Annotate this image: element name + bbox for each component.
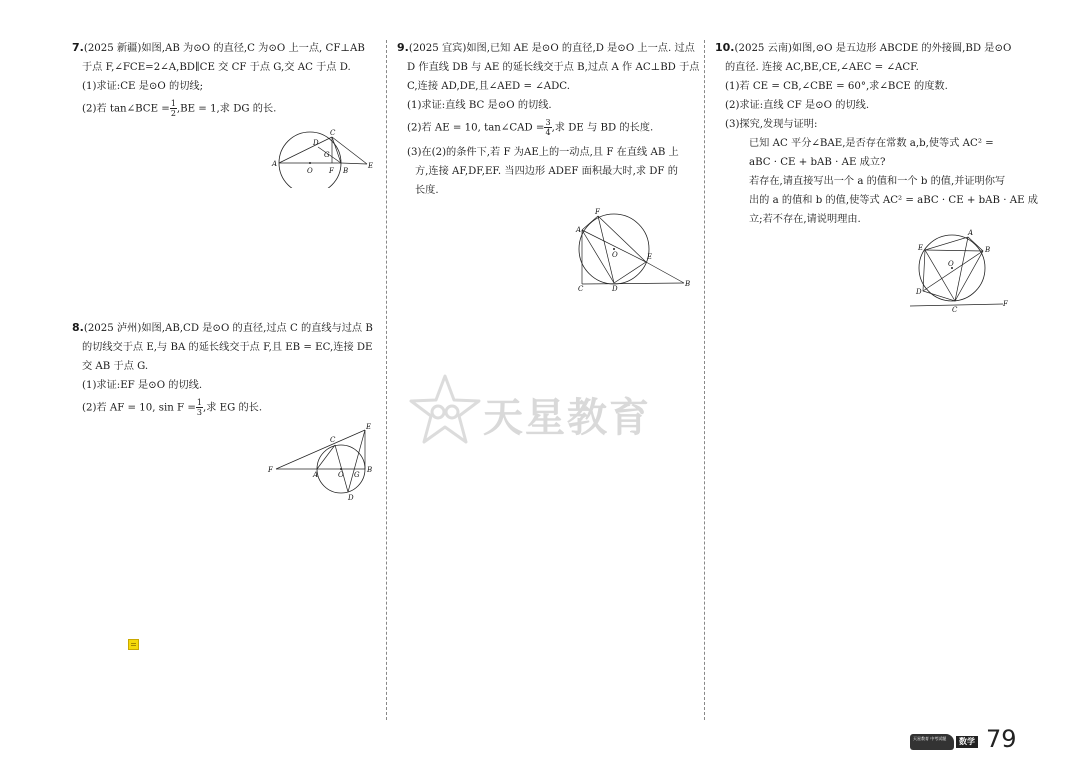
question-number: 9. — [397, 41, 409, 54]
fig-label: B — [343, 167, 349, 175]
part-1: (1)求证:EF 是⊙O 的切线. — [82, 380, 203, 391]
fraction: $\frac{1}{3}$ — [196, 398, 202, 417]
footer-logo: 天星教育 中考试题 — [910, 734, 954, 750]
part-1: (1)若 CE = CB,∠CBE = 60°,求∠BCE 的度数. — [725, 81, 948, 92]
fig-label: O — [338, 471, 344, 479]
fig-label: B — [685, 280, 691, 288]
part-2: (2)求证:直线 CF 是⊙O 的切线. — [725, 100, 870, 111]
page-number: 79 — [986, 725, 1017, 753]
part-1: (1)求证:直线 BC 是⊙O 的切线. — [407, 100, 552, 111]
fig-label: E — [366, 423, 372, 431]
fig-label: C — [330, 129, 336, 137]
fig-label: O — [307, 167, 313, 175]
fig-label: B — [985, 246, 991, 254]
fig-label: B — [367, 466, 373, 474]
fig-label: D — [916, 288, 922, 296]
fig-label: G — [354, 471, 360, 479]
star-logo-icon — [405, 370, 485, 450]
question-number: 7. — [72, 41, 84, 54]
fig-label: A — [968, 229, 974, 237]
part-3: (3)探究,发现与证明: — [725, 119, 818, 130]
part-2: (2)若 AF = 10, sin F = $\frac{1}{3}$ ,求 EG 的长. — [82, 398, 263, 417]
fraction: $\frac{3}{4}$ — [545, 118, 551, 137]
note-icon[interactable] — [128, 639, 139, 650]
column-divider — [704, 40, 705, 720]
fig-label: F — [595, 208, 600, 216]
figure-q7 — [270, 126, 380, 188]
fig-label: E — [918, 244, 924, 252]
question-9: 9.(2025 宜宾)如图,已知 AE 是⊙O 的直径,D 是⊙O 上一点. 过点 D 作直线 DB 与 AE 的延长线交于点 B,过点 A 作 AC⊥BD 于点 C,连接 AD,DE,且∠AED = ∠ADC. (1)求证:直线 BC 是⊙O 的切线. (2)若 AE = 10, tan∠CAD = $\frac{3}{4}$ ,求 DE 与 BD 的长度. (3)在(2)的条件下,若 F 为AE上的一动点,且 F 在直线 AB 上 方,连接 AF,DF,EF. 当四边形 ADEF 面积最大时,求 DF 的 长度. — [397, 41, 700, 196]
fig-label: C — [952, 306, 958, 314]
question-number: 10. — [715, 41, 735, 54]
part-3: (3)在(2)的条件下,若 F 为AE上的一动点,且 F 在直线 AB 上 — [407, 146, 679, 158]
fig-label: F — [268, 466, 273, 474]
question-source: (2025 新疆) — [83, 43, 142, 54]
question-number: 8. — [72, 321, 84, 334]
fig-label: A — [313, 471, 319, 479]
column-3 — [715, 38, 1038, 229]
fig-label: E — [368, 162, 374, 170]
fig-label: O — [948, 260, 954, 268]
question-7: 7.(2025 新疆)如图,AB 为⊙O 的直径,C 为⊙O 上一点, CF⊥AB 于点 F,∠FCE=2∠A,BD∥CE 交 CF 于点 G,交 AC 于点 D. (1)求证:CE 是⊙O 的切线; (2)若 tan∠BCE = $\frac{1}{2}$ ,BE = 1,求 DG 的长. — [72, 41, 365, 118]
column-divider — [386, 40, 387, 720]
fig-label: D — [612, 285, 618, 293]
fig-label: A — [272, 160, 278, 168]
column-2 — [397, 38, 699, 200]
part-2: (2)若 tan∠BCE = $\frac{1}{2}$ ,BE = 1,求 DG 的长. — [82, 99, 277, 118]
question-source: (2025 宜宾) — [408, 43, 467, 54]
fig-label: D — [348, 494, 354, 502]
question-8: 8.(2025 泸州)如图,AB,CD 是⊙O 的直径,过点 C 的直线与过点 B 的切线交于点 E,与 BA 的延长线交于点 F,且 EB = EC,连接 DE 交 AB 于点 G. (1)求证:EF 是⊙O 的切线. (2)若 AF = 10, sin F = $\frac{1}{3}$ ,求 EG 的长. — [72, 321, 373, 417]
figure-q8 — [262, 422, 382, 502]
part-2: (2)若 AE = 10, tan∠CAD = $\frac{3}{4}$ ,求 DE 与 BD 的长度. — [407, 118, 654, 137]
figure-q10 — [905, 226, 1015, 316]
fig-label: D — [313, 139, 319, 147]
fraction: $\frac{1}{2}$ — [170, 99, 176, 118]
fig-label: F — [329, 167, 334, 175]
fig-label: A — [576, 226, 582, 234]
subject-badge: 数学 — [956, 736, 978, 748]
question-10: 10.(2025 云南)如图,⊙O 是五边形 ABCDE 的外接圆,BD 是⊙O 的直径. 连接 AC,BE,CE,∠AEC = ∠ACF. (1)若 CE = CB,∠CBE = 60°,求∠BCE 的度数. (2)求证:直线 CF 是⊙O 的切线. (3)探究,发现与证明: 已知 AC 平分∠BAE,是否存在常数 a,b,使等式 AC² = aBC · CE + bAB · AE 成立? 若存在,请直接写出一个 a 的值和一个 b 的值,并证明你写 出的 a 的值和 b 的值,使等式 AC² = aBC · CE + bAB · AE 成 立;若不存在,请说明理由. — [715, 41, 1038, 225]
column-1 — [72, 38, 365, 119]
fig-label: O — [612, 251, 618, 259]
fig-label: C — [578, 285, 584, 293]
fig-label: F — [1003, 300, 1008, 308]
question-source: (2025 泸州) — [83, 323, 142, 334]
question-source: (2025 云南) — [734, 43, 792, 54]
figure-q9 — [572, 206, 694, 294]
fig-label: E — [647, 253, 653, 261]
fig-label: C — [330, 436, 336, 444]
part-1: (1)求证:CE 是⊙O 的切线; — [82, 81, 204, 92]
watermark-text: 天星教育 — [483, 395, 651, 441]
column-1-lower — [72, 318, 373, 418]
fig-label: G — [324, 151, 330, 159]
watermark — [405, 370, 651, 454]
